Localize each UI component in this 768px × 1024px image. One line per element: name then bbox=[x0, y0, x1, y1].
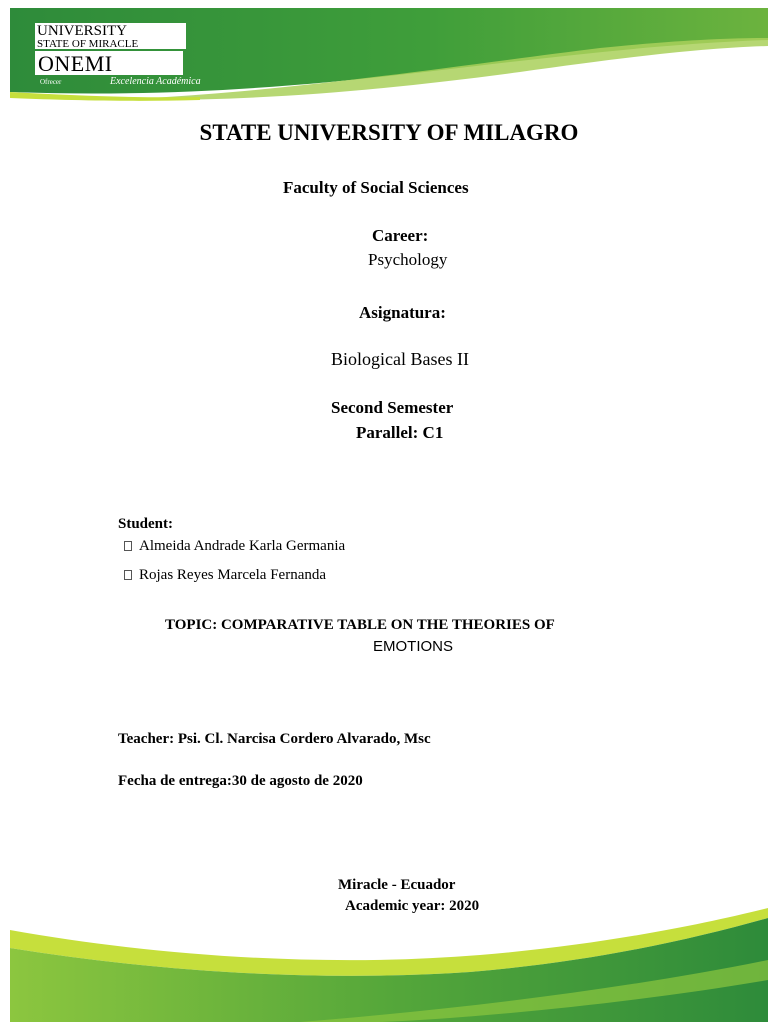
career-value: Psychology bbox=[368, 250, 448, 269]
topic-line-1: TOPIC: COMPARATIVE TABLE ON THE THEORIES OF bbox=[165, 617, 555, 633]
logo-line-university: UNIVERSITY bbox=[37, 23, 127, 39]
student-list-item bbox=[124, 567, 326, 584]
academic-year: Academic year: 2020 bbox=[345, 898, 480, 914]
faculty-name: Faculty of Social Sciences bbox=[283, 178, 469, 197]
subject-value: Biological Bases II bbox=[331, 349, 469, 369]
bullet-icon bbox=[124, 570, 132, 580]
logo-tagline-small: Ofrecer bbox=[40, 78, 62, 86]
university-title: STATE UNIVERSITY OF MILAGRO bbox=[199, 120, 579, 145]
bullet-icon bbox=[124, 541, 132, 551]
parallel: Parallel: C1 bbox=[356, 423, 444, 442]
logo-tagline: Excelencia Académica bbox=[110, 76, 201, 87]
subject-label: Asignatura: bbox=[359, 303, 446, 322]
place: Miracle - Ecuador bbox=[338, 877, 456, 893]
student-name: Rojas Reyes Marcela Fernanda bbox=[139, 567, 327, 583]
semester: Second Semester bbox=[331, 398, 454, 417]
student-list-item bbox=[124, 538, 345, 555]
delivery-date: Fecha de entrega:30 de agosto de 2020 bbox=[118, 773, 363, 789]
logo-line-state: STATE OF MIRACLE bbox=[37, 38, 139, 50]
career-label: Career: bbox=[372, 226, 429, 245]
student-label: Student: bbox=[118, 516, 174, 532]
logo-line-acronym: ONEMI bbox=[38, 51, 113, 76]
topic-line-2: EMOTIONS bbox=[373, 638, 454, 655]
student-name: Almeida Andrade Karla Germania bbox=[139, 538, 346, 554]
teacher: Teacher: Psi. Cl. Narcisa Cordero Alvarado, Msc bbox=[118, 731, 431, 747]
